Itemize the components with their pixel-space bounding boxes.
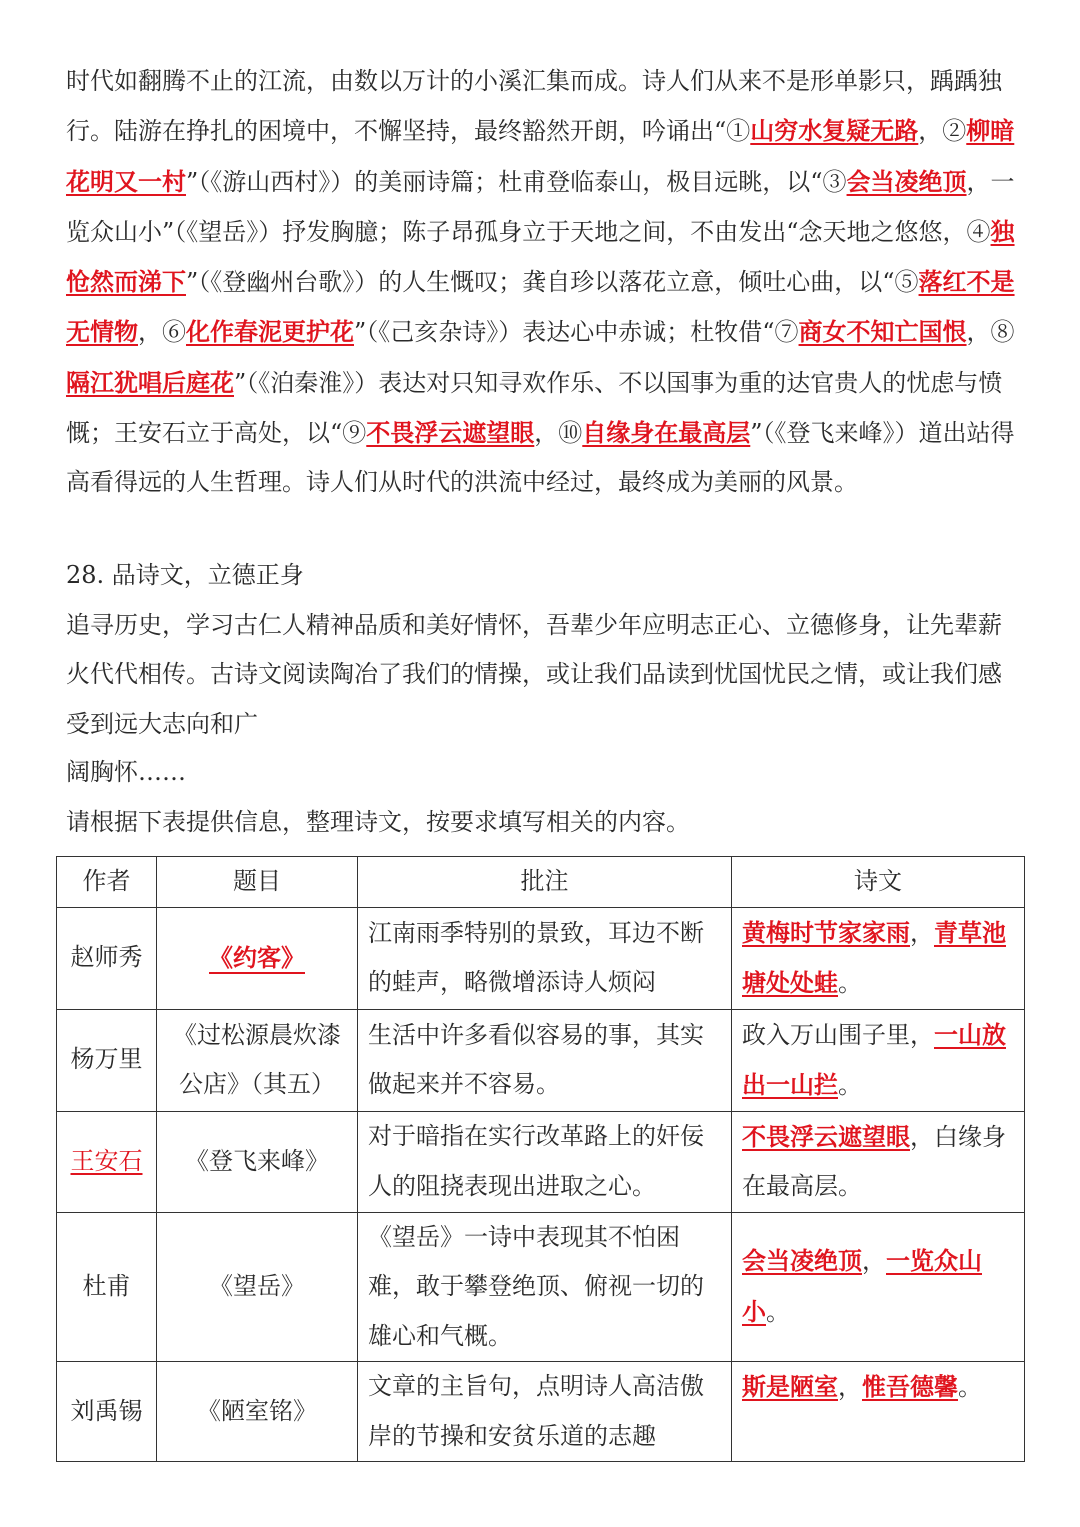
poem-text: 。: [838, 1071, 862, 1099]
cell-title: 《登飞来峰》: [157, 1111, 358, 1212]
poem-answer: 黄梅时节家家雨: [742, 917, 910, 947]
poem-answer: 青草池塘处处蛙: [742, 917, 1006, 997]
cell-author: 杜甫: [57, 1212, 157, 1362]
poem-answer: 惟吾德馨: [862, 1372, 958, 1401]
answer-10: 自缘身在最高层: [582, 418, 751, 448]
cell-title: [157, 907, 358, 1009]
poem-text: ，: [910, 918, 934, 947]
poem-answer: 斯是陋室: [742, 1372, 838, 1401]
question-28-heading: 28. 品诗文，立德正身: [66, 561, 304, 589]
cell-author: 刘禹锡: [57, 1362, 157, 1462]
cell-note: 对于暗指在实行改革路上的奸佞人的阻挠表现出进取之心。: [358, 1111, 732, 1212]
answer-6: 化作春泥更护花: [186, 317, 354, 347]
table-row: [57, 1111, 1025, 1212]
question-28-intro: 追寻历史，学习古仁人精神品质和美好情怀，吾辈少年应明志正心、立德修身，让先辈薪火代代相传。古诗文阅读陶冶了我们的情操，或让我们品读到忧国忧民之情，或让我们感受到远大志向和广: [66, 611, 1002, 738]
title-answer: 《约客》: [209, 942, 305, 972]
header-author: 作者: [57, 857, 157, 908]
poem-answer: 会当凌绝顶: [742, 1246, 862, 1276]
cell-poem: [732, 1212, 1025, 1362]
cell-title: 《望岳》: [157, 1212, 358, 1362]
text-segment: ，⑥: [138, 318, 186, 347]
poem-text: ，: [862, 1247, 886, 1276]
poem-text: 。: [958, 1373, 982, 1401]
cell-author: 赵师秀: [57, 907, 157, 1009]
answer-5: 落红不是无情物: [66, 267, 1015, 347]
answer-4: 独怆然而涕下: [66, 216, 1015, 297]
cell-note: 生活中许多看似容易的事，其实做起来并不容易。: [358, 1009, 732, 1111]
table-row: [57, 1009, 1025, 1111]
cell-note: 文章的主旨句，点明诗人高洁傲岸的节操和安贫乐道的志趣: [358, 1362, 732, 1462]
table-row: [57, 1212, 1025, 1362]
text-segment: ，②: [918, 117, 967, 146]
question-28-intro-continued: 阔胸怀……: [66, 758, 186, 786]
author-answer: 王安石: [70, 1146, 143, 1175]
cell-poem: [732, 1362, 1025, 1462]
poem-answer: 一山放出一山拦: [742, 1019, 1006, 1099]
text-segment: ”（《己亥杂诗》）表达心中赤诚；杜牧借“⑦: [354, 318, 799, 347]
poem-text: ，: [838, 1373, 862, 1401]
poem-text: 政入万山围子里，: [742, 1020, 934, 1049]
answer-2: 柳暗花明又一村: [66, 116, 1015, 196]
cell-note: 江南雨季特别的景致，耳边不断的蛙声，略微增添诗人烦闷: [358, 907, 732, 1009]
text-segment: ，一览众山小”（《望岳》）抒发胸臆；陈子昂孤身立于天地之间，不由发出“念天地之悠悠，④: [66, 167, 1015, 246]
cell-author: [57, 1111, 157, 1212]
question-28-instruction: 请根据下表提供信息，整理诗文，按要求填写相关的内容。: [66, 808, 690, 836]
header-note: 批注: [358, 857, 732, 908]
cell-title: 《陋室铭》: [157, 1362, 358, 1462]
answer-8: 隔江犹唱后庭花: [66, 367, 234, 397]
cell-poem: [732, 1111, 1025, 1212]
answer-1: 山穷水复疑无路: [750, 116, 919, 146]
answer-9: 不畏浮云遮望眼: [366, 418, 535, 448]
poem-text: 。: [766, 1297, 790, 1326]
intro-paragraph: [66, 57, 1016, 508]
text-segment: ”（《游山西村》）的美丽诗篇；杜甫登临泰山，极目远眺，以“③: [186, 167, 847, 196]
text-segment: ，⑧: [966, 318, 1015, 347]
poem-text: 。: [838, 969, 862, 997]
cell-title: 《过松源晨炊漆公店》（其五）: [157, 1009, 358, 1111]
header-poem: 诗文: [732, 857, 1025, 908]
answer-3: 会当凌绝顶: [846, 166, 967, 196]
table-header-row: [57, 857, 1025, 908]
text-segment: ”（《登飞来峰》）道出站得高看得远的人生哲理。诗人们从时代的洪流中经过，最终成为美丽的风景。: [66, 419, 1015, 497]
table-row: [57, 907, 1025, 1009]
text-segment: ”（《泊秦淮》）表达对只知寻欢作乐、不以国事为重的达官贵人的忧虑与愤慨；王安石立于高处，以“⑨: [66, 368, 1003, 448]
text-segment: 时代如翻腾不止的江流，由数以万计的小溪汇集而成。诗人们从来不是形单影只，踽踽独行。陆游在挣扎的困境中，不懈坚持，最终豁然开朗，吟诵出“①: [66, 67, 1002, 146]
text-segment: ，⑩: [534, 419, 583, 448]
poem-text: ，白缘身在最高层。: [742, 1122, 1006, 1200]
poem-answer: 一览众山小: [742, 1246, 982, 1326]
cell-author: 杨万里: [57, 1009, 157, 1111]
cell-poem: [732, 907, 1025, 1009]
cell-poem: [732, 1009, 1025, 1111]
answer-7: 商女不知亡国恨: [798, 317, 967, 347]
poem-answer: 不畏浮云遮望眼: [742, 1121, 910, 1151]
cell-note: 《望岳》一诗中表现其不怕困难，敢于攀登绝顶、俯视一切的雄心和气概。: [358, 1212, 732, 1362]
header-title: 题目: [157, 857, 358, 908]
poem-table: [56, 856, 1025, 1462]
table-row: [57, 1362, 1025, 1462]
text-segment: ”（《登幽州台歌》）的人生慨叹；龚自珍以落花立意，倾吐心曲，以“⑤: [186, 268, 919, 297]
